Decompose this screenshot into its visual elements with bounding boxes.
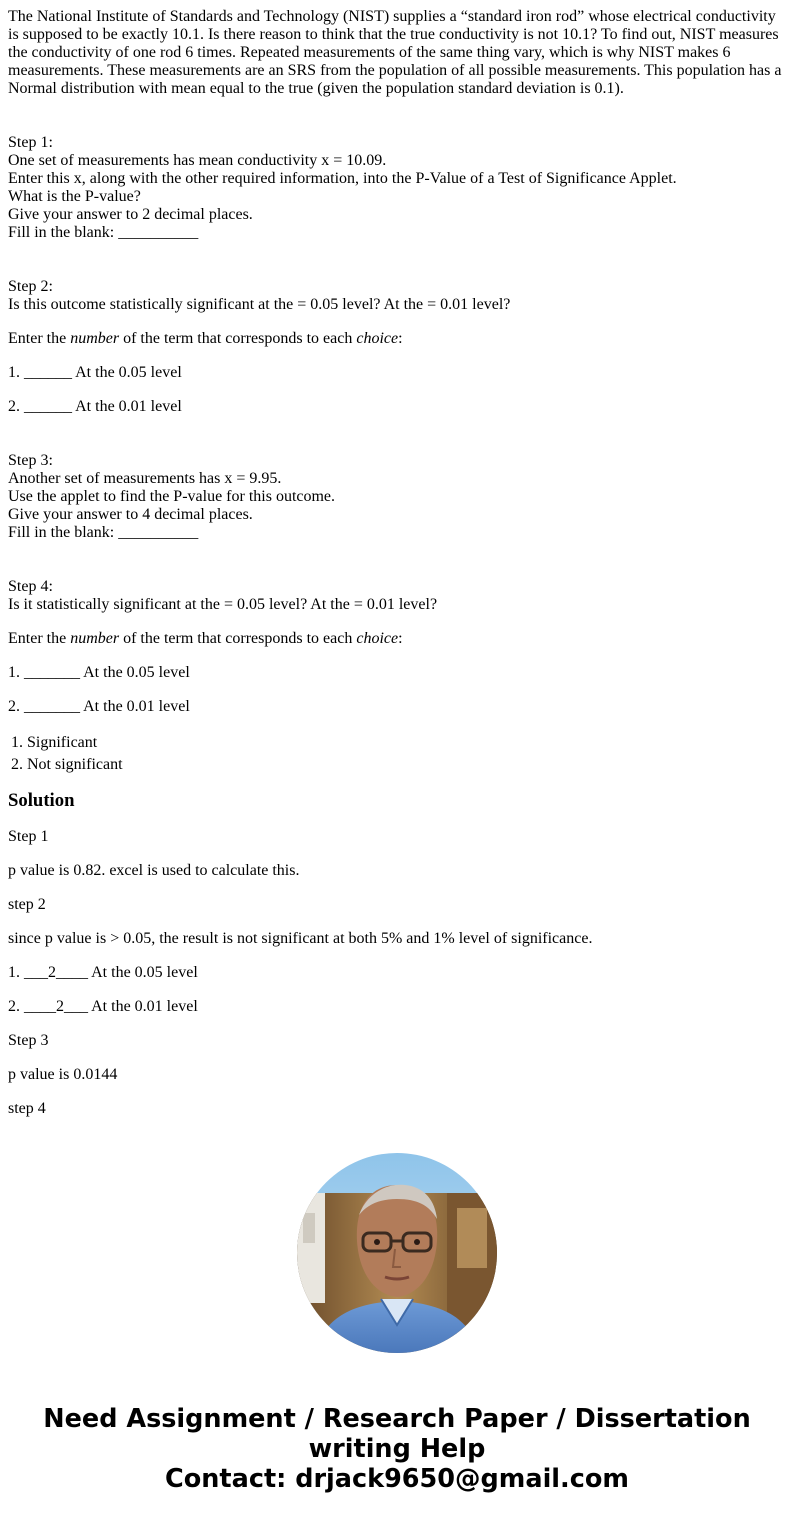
step3-section	[8, 452, 786, 542]
step3-line: Another set of measurements has x = 9.95.	[8, 470, 282, 487]
solution-para: p value is 0.0144	[8, 1066, 118, 1083]
choice-item: 1. Significant	[27, 732, 786, 754]
solution-para: step 4	[8, 1100, 46, 1117]
step3-fill-blank: Fill in the blank: __________	[8, 524, 199, 541]
step4-question: Is it statistically significant at the = 0.05 level? At the = 0.01 level?	[8, 596, 438, 613]
step4-heading: Step 4:	[8, 578, 53, 595]
footer-line: writing Help	[308, 1434, 486, 1464]
document-body	[8, 8, 786, 1118]
footer-line: Need Assignment / Research Paper / Dissertation	[43, 1404, 751, 1434]
step4-item-1: 1. _______ At the 0.05 level	[8, 664, 190, 681]
choice-item: 2. Not significant	[27, 754, 786, 776]
solution-para: 2. ____2___ At the 0.01 level	[8, 998, 198, 1015]
step3-heading: Step 3:	[8, 452, 53, 469]
step1-line: One set of measurements has mean conductivity x = 10.09.	[8, 152, 387, 169]
choice-list	[8, 732, 786, 776]
solution-para: since p value is > 0.05, the result is not significant at both 5% and 1% level of significance.	[8, 930, 593, 947]
step2-instruction: Enter the number of the term that corresponds to each choice:	[8, 330, 403, 347]
solution-para: Step 1	[8, 828, 49, 845]
step1-section	[8, 134, 786, 242]
footer-contact: Contact: drjack9650@gmail.com	[165, 1464, 629, 1494]
author-photo-icon	[297, 1153, 497, 1353]
step4-section	[8, 578, 786, 716]
step4-item-2: 2. _______ At the 0.01 level	[8, 698, 190, 715]
problem-intro: The National Institute of Standards and Technology (NIST) supplies a “standard iron rod” whose electrical conductivity is supposed to be exactly 10.1. Is there reason to think that the true conductivity is not 10.1? To find out, NIST measures the conductivity of one rod 6 times. Repeated measurements of the same thing vary, which is why NIST makes 6 measurements. These measurements are an SRS from the population of all possible measurements. This population has a Normal distribution with mean equal to the true (given the population standard deviation is 0.1).	[8, 8, 782, 97]
step3-line: Use the applet to find the P-value for this outcome.	[8, 488, 336, 505]
step2-item-2: 2. ______ At the 0.01 level	[8, 398, 182, 415]
step1-heading: Step 1:	[8, 134, 53, 151]
solution-para: Step 3	[8, 1032, 49, 1049]
step2-heading: Step 2:	[8, 278, 53, 295]
solution-para: p value is 0.82. excel is used to calculate this.	[8, 862, 300, 879]
solution-section	[8, 828, 786, 1118]
step4-instruction: Enter the number of the term that corresponds to each choice:	[8, 630, 403, 647]
step2-question: Is this outcome statistically significant at the = 0.05 level? At the = 0.01 level?	[8, 296, 511, 313]
step1-fill-blank: Fill in the blank: __________	[8, 224, 199, 241]
step1-line: Give your answer to 2 decimal places.	[8, 206, 253, 223]
author-avatar	[297, 1153, 497, 1353]
solution-para: step 2	[8, 896, 46, 913]
step3-line: Give your answer to 4 decimal places.	[8, 506, 253, 523]
footer-banner	[0, 1404, 794, 1494]
solution-heading: Solution	[8, 790, 75, 811]
step1-line: What is the P-value?	[8, 188, 141, 205]
step2-section	[8, 278, 786, 416]
solution-para: 1. ___2____ At the 0.05 level	[8, 964, 198, 981]
step1-line: Enter this x, along with the other required information, into the P-Value of a Test of Significance Applet.	[8, 170, 677, 187]
step2-item-1: 1. ______ At the 0.05 level	[8, 364, 182, 381]
